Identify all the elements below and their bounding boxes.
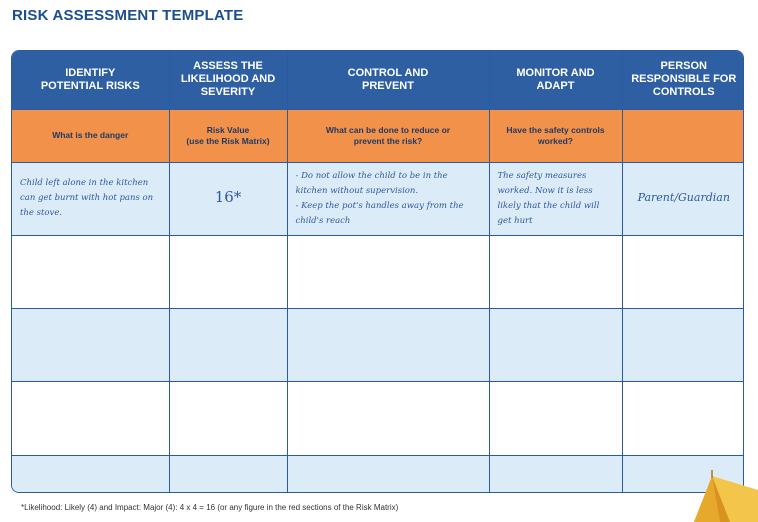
example-control-item-1: - Do not allow the child to be in the kitchen without supervision. — [295, 170, 448, 196]
example-monitor-text: The safety measures worked. Now it is less likely that the child will get hurt — [497, 170, 600, 226]
example-danger-cell[interactable] — [12, 162, 169, 235]
table-cell[interactable] — [12, 455, 169, 492]
table-row — [12, 235, 744, 308]
example-control-item-2: - Keep the pot's handles away from the child's reach — [295, 200, 464, 226]
example-person-text: Parent/Guardian — [637, 191, 730, 204]
table-cell[interactable] — [287, 308, 489, 381]
header-control-prevent: CONTROL AND PREVENT — [287, 51, 489, 109]
example-row — [12, 162, 744, 235]
subheader-danger: What is the danger — [12, 109, 169, 162]
example-control-cell[interactable] — [287, 162, 489, 235]
tent-icon — [690, 470, 758, 522]
subheader-person — [622, 109, 744, 162]
table-cell[interactable] — [169, 455, 287, 492]
table-cell[interactable] — [169, 308, 287, 381]
table-cell[interactable] — [169, 382, 287, 455]
subheader-controls-worked: Have the safety controls worked? — [489, 109, 622, 162]
footnote: *Likelihood: Likely (4) and Impact: Major (4): 4 x 4 = 16 (or any figure in the red sections of the Risk Matrix) — [21, 503, 399, 512]
header-identify-risks: IDENTIFY POTENTIAL RISKS — [12, 51, 169, 109]
header-row — [12, 51, 744, 109]
table-cell[interactable] — [169, 235, 287, 308]
table-cell[interactable] — [12, 235, 169, 308]
header-person-responsible: PERSON RESPONSIBLE FOR CONTROLS — [622, 51, 744, 109]
page-title: RISK ASSESSMENT TEMPLATE — [12, 7, 244, 24]
example-risk-value-cell[interactable] — [169, 162, 287, 235]
header-monitor-adapt: MONITOR AND ADAPT — [489, 51, 622, 109]
table-row — [12, 382, 744, 455]
table-cell[interactable] — [489, 235, 622, 308]
example-risk-value: 16* — [214, 187, 242, 206]
table-cell[interactable] — [622, 308, 744, 381]
table-cell[interactable] — [287, 382, 489, 455]
table-cell[interactable] — [622, 235, 744, 308]
table-cell[interactable] — [489, 382, 622, 455]
table-cell[interactable] — [287, 455, 489, 492]
table-cell[interactable] — [622, 382, 744, 455]
table-row — [12, 308, 744, 381]
header-assess-likelihood: ASSESS THE LIKELIHOOD AND SEVERITY — [169, 51, 287, 109]
example-danger-text: Child left alone in the kitchen can get burnt with hot pans on the stove. — [20, 178, 154, 218]
subheader-risk-value: Risk Value (use the Risk Matrix) — [169, 109, 287, 162]
subheader-row — [12, 109, 744, 162]
table-cell[interactable] — [489, 308, 622, 381]
example-monitor-cell[interactable] — [489, 162, 622, 235]
table-cell[interactable] — [12, 382, 169, 455]
example-person-cell[interactable] — [622, 162, 744, 235]
table-cell[interactable] — [287, 235, 489, 308]
risk-assessment-table — [11, 50, 744, 493]
subheader-reduce-risk: What can be done to reduce or prevent the risk? — [287, 109, 489, 162]
table-row — [12, 455, 744, 492]
table-cell[interactable] — [489, 455, 622, 492]
table-cell[interactable] — [12, 308, 169, 381]
